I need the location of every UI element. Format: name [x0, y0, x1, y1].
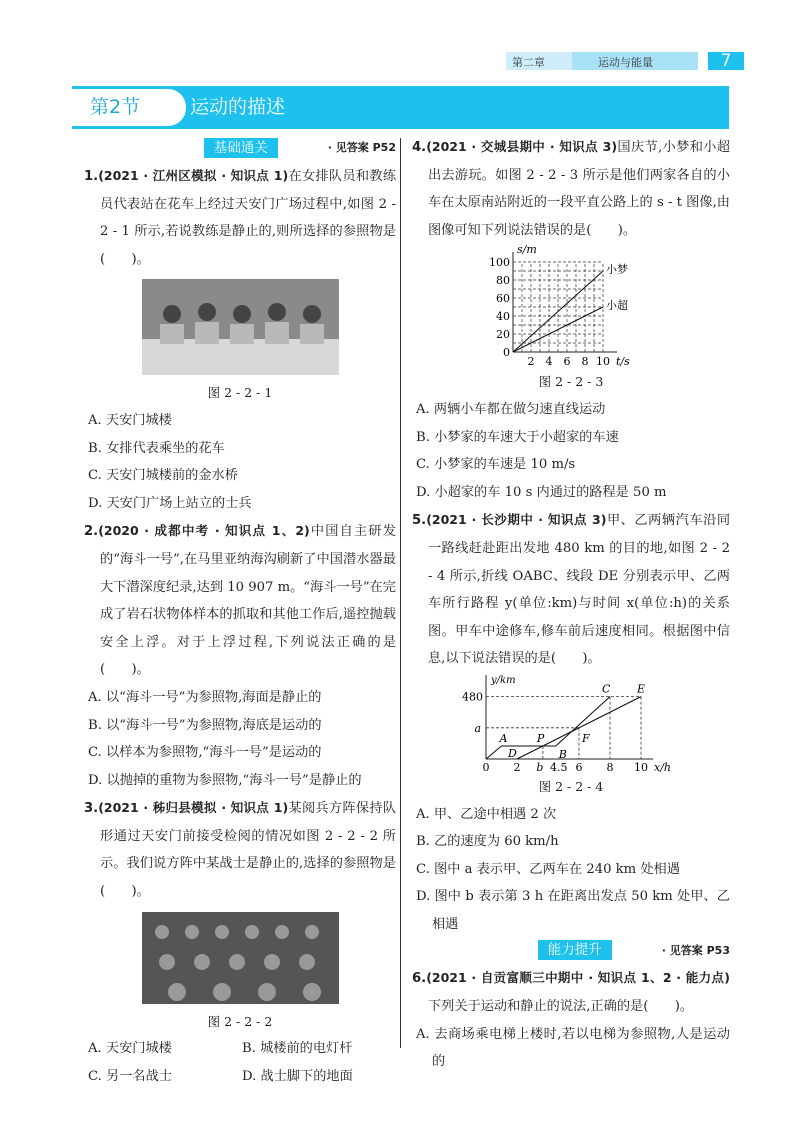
figure-caption: 图 2 - 2 - 4 — [538, 778, 604, 794]
series-label: 小梦 — [606, 263, 628, 277]
y-tick-label: 20 — [496, 328, 510, 342]
x-tick-label: 8 — [606, 760, 614, 773]
advanced-header — [412, 938, 730, 962]
photo-volleyball-team — [142, 279, 339, 375]
options-row — [84, 1035, 396, 1063]
option-c[interactable]: C. 天安门城楼前的金水桥 — [88, 468, 238, 484]
column-divider — [400, 138, 401, 1048]
basic-tag: 基础通关 — [204, 138, 278, 158]
y-axis-label: y/km — [491, 674, 516, 686]
question-stem: 某阅兵方阵保持队形通过天安门前接受检阅的情况如图 2 - 2 - 2 所示。我们说方阵中某战士是静止的,选择的参照物是( )。 — [100, 801, 397, 900]
point-label: A — [499, 731, 508, 745]
basic-header — [84, 136, 396, 160]
option-a[interactable]: A. 以“海斗一号”为参照物,海面是静止的 — [88, 689, 322, 705]
option-b[interactable]: B. 乙的速度为 60 km/h — [416, 834, 559, 850]
question-source: (2021 · 秭归县模拟 · 知识点 1) — [98, 800, 289, 816]
page-number: 7 — [708, 52, 744, 70]
distance-time-graph — [460, 673, 682, 773]
advanced-tag: 能力提升 — [538, 940, 612, 960]
x-tick-label: 8 — [581, 355, 589, 369]
point-label: F — [582, 731, 590, 745]
question-source: (2021 · 江州区模拟 · 知识点 1) — [98, 168, 289, 183]
option-d[interactable]: D. 天安门广场上站立的士兵 — [88, 495, 252, 511]
x-tick-label: 10 — [596, 355, 610, 369]
x-tick-label: 6 — [575, 760, 583, 773]
option-d[interactable]: D. 小超家的车 10 s 内通过的路程是 50 m — [416, 484, 667, 500]
x-tick-label: 6 — [563, 355, 571, 369]
question-6 — [412, 964, 730, 1020]
answer-ref: · 见答案 P52 — [327, 141, 396, 155]
option-d[interactable]: D. 以抛掉的重物为参照物,“海斗一号”是静止的 — [88, 772, 362, 788]
st-graph — [481, 244, 661, 368]
option-b[interactable]: B. 城楼前的电灯杆 — [242, 1041, 353, 1057]
question-1 — [84, 162, 396, 273]
right-column — [412, 133, 730, 1076]
question-source: (2021 · 交城县期中 · 知识点 3) — [426, 139, 618, 154]
y-tick-label: 60 — [496, 292, 510, 306]
figure-caption: 图 2 - 2 - 2 — [207, 1013, 273, 1029]
options-row — [84, 1063, 396, 1091]
option-d[interactable]: D. 战士脚下的地面 — [242, 1068, 353, 1084]
question-stem: 甲、乙两辆汽车沿同一路线赶赴距出发地 480 km 的目的地,如图 2 - 2 - 4 所示,折线 OABC、线段 DE 分别表示甲、乙两车所行路程 y(单位:km)与时间 x(单位:h)的关系图。甲车中途修车,修车前后速度相同。根据图中信息,以下说法错误的是( )。 — [428, 513, 731, 667]
question-number: 1. — [84, 169, 99, 184]
section-title: 运动的描述 — [190, 96, 286, 118]
option-b[interactable]: B. 以“海斗一号”为参照物,海底是运动的 — [88, 717, 322, 733]
figure-caption: 图 2 - 2 - 3 — [538, 374, 604, 390]
y-tick-label: 100 — [489, 256, 510, 270]
question-number: 5. — [412, 513, 427, 529]
chapter-title: 运动与能量 — [572, 52, 698, 70]
section-number: 第2节 — [72, 89, 186, 126]
y-tick-label: 0 — [503, 346, 510, 360]
option-a[interactable]: A. 天安门城楼 — [88, 412, 172, 428]
question-5 — [412, 506, 730, 673]
answer-ref: · 见答案 P53 — [661, 943, 730, 957]
series-label: 小超 — [606, 299, 628, 313]
x-tick-label: 0 — [482, 760, 490, 773]
point-label: B — [558, 747, 567, 761]
option-a[interactable]: A. 去商场乘电梯上楼时,若以电梯为参照物,人是运动的 — [416, 1026, 730, 1070]
question-number: 2. — [84, 524, 99, 540]
option-d[interactable]: D. 图中 b 表示第 3 h 在距离出发点 50 km 处甲、乙相遇 — [416, 889, 730, 932]
question-2 — [84, 517, 396, 684]
option-a[interactable]: A. 两辆小车都在做匀速直线运动 — [416, 401, 606, 417]
option-c[interactable]: C. 以样本为参照物,“海斗一号”是运动的 — [88, 745, 322, 761]
y-axis-label: s/m — [517, 244, 537, 257]
question-source: (2021 · 长沙期中 · 知识点 3) — [426, 512, 607, 528]
x-tick-label: 4 — [545, 355, 553, 369]
photo-parade-soldiers — [142, 912, 339, 1004]
option-c[interactable]: C. 另一名战士 — [88, 1068, 172, 1084]
point-label: E — [637, 682, 646, 696]
question-number: 3. — [84, 801, 99, 817]
question-number: 4. — [412, 140, 427, 155]
option-c[interactable]: C. 图中 a 表示甲、乙两车在 240 km 处相遇 — [416, 861, 680, 877]
left-column — [84, 136, 396, 1090]
question-stem: 在女排队员和教练员代表站在花车上经过天安门广场过程中,如图 2 - 2 - 1 所示,若说教练是静止的,则所选择的参照物是( )。 — [100, 169, 397, 267]
x-tick-label: 4.5 — [550, 760, 568, 773]
question-4 — [412, 133, 730, 244]
y-tick-label: a — [474, 721, 481, 735]
x-tick-label: 10 — [634, 760, 648, 773]
x-tick-label: 2 — [513, 760, 521, 773]
option-a[interactable]: A. 天安门城楼 — [88, 1041, 172, 1057]
figure-caption: 图 2 - 2 - 1 — [207, 385, 273, 401]
running-header — [506, 52, 744, 70]
chapter-label: 第二章 — [506, 52, 572, 70]
question-stem: 中国自主研发的“海斗一号”,在马里亚纳海沟刷新了中国潜水器最大下潜深度纪录,达到 10 907 m。“海斗一号”在完成了岩石状物体样本的抓取和其他工作后,遥控抛载安全上浮。对于上浮过程,下列说法正确的是( )。 — [100, 524, 397, 678]
option-b[interactable]: B. 小梦家的车速大于小超家的车速 — [416, 429, 619, 445]
question-stem: 国庆节,小梦和小超出去游玩。如图 2 - 2 - 3 所示是他们两家各自的小车在太原南站附近的一段平直公路上的 s - t 图像,由图像可知下列说法错误的是( )。 — [428, 140, 731, 238]
y-tick-label: 80 — [496, 274, 510, 288]
point-label: D — [508, 746, 517, 760]
section-banner — [72, 86, 729, 129]
x-tick-label: 2 — [527, 355, 535, 369]
question-number: 6. — [412, 971, 427, 987]
x-axis-label: x/h — [654, 760, 671, 773]
point-label: P — [536, 731, 545, 745]
x-tick-label: b — [536, 760, 544, 773]
question-source: (2020 · 成都中考 · 知识点 1、2) — [98, 523, 310, 539]
point-label: C — [602, 682, 611, 696]
y-tick-label: 480 — [462, 690, 483, 704]
x-axis-label: t/s — [616, 355, 630, 369]
option-c[interactable]: C. 小梦家的车速是 10 m/s — [416, 457, 576, 473]
question-3 — [84, 794, 396, 905]
y-tick-label: 40 — [496, 310, 510, 324]
option-a[interactable]: A. 甲、乙途中相遇 2 次 — [416, 806, 557, 822]
option-b[interactable]: B. 女排代表乘坐的花车 — [88, 440, 225, 456]
question-source: (2021 · 自贡富顺三中期中 · 知识点 1、2 · 能力点) — [426, 970, 730, 986]
question-stem: 下列关于运动和静止的说法,正确的是( )。 — [428, 999, 694, 1015]
